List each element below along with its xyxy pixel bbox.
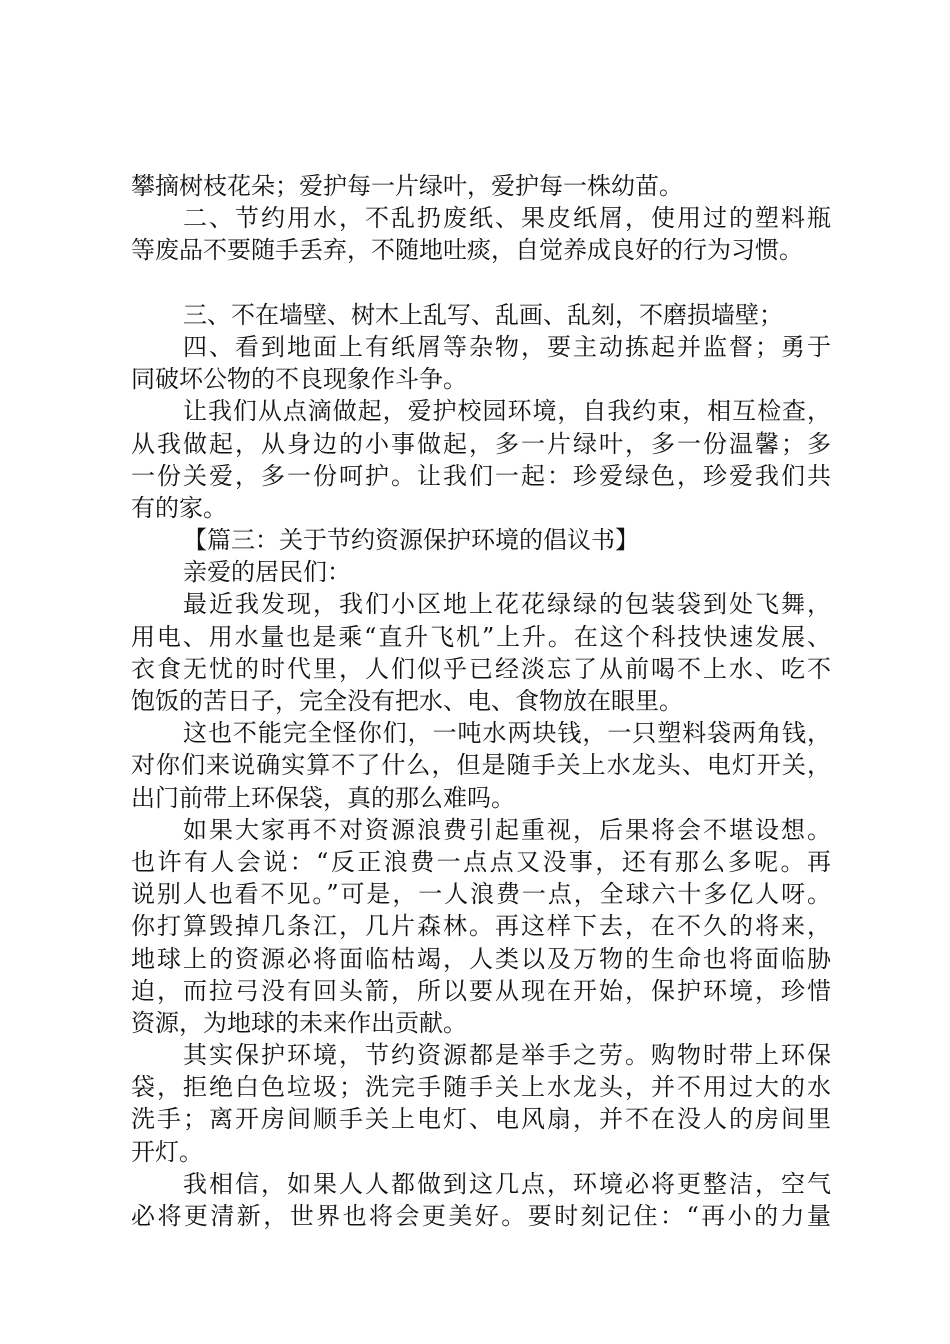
text-line: 洗手；离开房间顺手关上电灯、电风扇，并不在没人的房间里: [131, 1105, 831, 1134]
text-line: 亲爱的居民们：: [183, 558, 351, 587]
text-line: 饱饭的苦日子，完全没有把水、电、食物放在眼里。: [131, 687, 683, 715]
text-line: 从我做起，从身边的小事做起，多一片绿叶，多一份温馨；多: [131, 429, 831, 458]
text-line: 也许有人会说：“反正浪费一点点又没事，还有那么多呢。再: [131, 847, 831, 876]
text-line: 一份关爱，多一份呵护。让我们一起：珍爱绿色，珍爱我们共: [131, 461, 831, 490]
text-line: 有的家。: [131, 493, 227, 522]
text-line: 我相信，如果人人都做到这几点，环境必将更整洁，空气: [183, 1169, 831, 1198]
text-line: 等废品不要随手丢弃，不随地吐痰，自觉养成良好的行为习惯。: [131, 236, 803, 265]
text-line: 【篇三：关于节约资源保护环境的倡议书】: [183, 526, 639, 555]
text-line: 二、节约用水，不乱扔废纸、果皮纸屑，使用过的塑料瓶: [183, 204, 831, 233]
text-line: 资源，为地球的未来作出贡献。: [131, 1008, 467, 1037]
text-line: 四、看到地面上有纸屑等杂物，要主动拣起并监督；勇于: [183, 332, 831, 361]
text-line: 其实保护环境，节约资源都是举手之劳。购物时带上环保: [183, 1041, 831, 1070]
text-line: 说别人也看不见。”可是，一人浪费一点，全球六十多亿人呀。: [131, 880, 831, 909]
text-line: 地球上的资源必将面临枯竭，人类以及万物的生命也将面临胁: [131, 944, 831, 973]
text-line: 如果大家再不对资源浪费引起重视，后果将会不堪设想。: [183, 815, 831, 844]
text-line: 迫，而拉弓没有回头箭，所以要从现在开始，保护环境，珍惜: [131, 976, 831, 1005]
text-line: 让我们从点滴做起，爱护校园环境，自我约束，相互检查，: [183, 397, 831, 426]
text-line: 出门前带上环保袋，真的那么难吗。: [131, 783, 515, 812]
text-line: 三、不在墙壁、树木上乱写、乱画、乱刻，不磨损墙壁；: [183, 300, 783, 329]
text-line: 最近我发现，我们小区地上花花绿绿的包装袋到处飞舞，: [183, 590, 831, 619]
blank-line: [131, 267, 831, 299]
text-line: 衣食无忧的时代里，人们似乎已经淡忘了从前喝不上水、吃不: [131, 654, 831, 683]
text-line: 袋，拒绝白色垃圾；洗完手随手关上水龙头，并不用过大的水: [131, 1073, 831, 1102]
text-line: 你打算毁掉几条江，几片森林。再这样下去，在不久的将来，: [131, 912, 831, 941]
text-line: 攀摘树枝花朵；爱护每一片绿叶，爱护每一株幼苗。: [131, 172, 683, 200]
text-line: 开灯。: [131, 1137, 203, 1166]
text-line: 必将更清新，世界也将会更美好。要时刻记住：“再小的力量: [131, 1202, 831, 1230]
text-line: 同破坏公物的不良现象作斗争。: [131, 365, 467, 394]
document-body: [131, 170, 831, 1232]
text-line: 对你们来说确实算不了什么，但是随手关上水龙头、电灯开关，: [131, 751, 831, 780]
text-line: 用电、用水量也是乘“直升飞机”上升。在这个科技快速发展、: [131, 622, 831, 651]
text-line: 这也不能完全怪你们，一吨水两块钱，一只塑料袋两角钱，: [183, 719, 831, 748]
